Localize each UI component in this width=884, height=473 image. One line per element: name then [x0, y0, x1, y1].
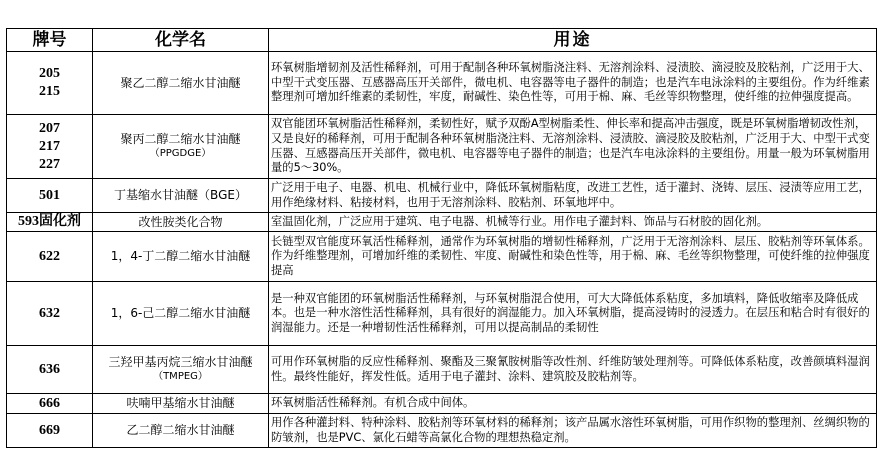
table-row [7, 346, 877, 394]
code-value: 227 [39, 156, 60, 172]
chemical-name: 1，6-己二醇二缩水甘油醚 [110, 306, 251, 320]
code-cell [7, 346, 93, 394]
code-cell [7, 213, 93, 232]
chemical-abbr: （TMPEG） [153, 371, 208, 382]
chemical-name: 三羟甲基丙烷三缩水甘油醚 [108, 355, 253, 369]
name-cell [93, 52, 269, 115]
use-cell: 双官能团环氧树脂活性稀释剂，柔韧性好，赋予双酚A型树脂柔性、伸长率和提高冲击强度，既是环氧树脂增韧改性剂，又是良好的稀释剂，可用于配制各种环氧树脂浇注料、无溶剂涂料、浸渍胶、滴浸胶及胶粘剂，广泛用于大、中型干式变压器、互感器高压开关部件，微电机、电容器等电子器件的制造；也是汽车电泳涂料的主要组份。用量一般为环氧树脂用量的5～30%。 [269, 115, 877, 179]
name-cell [93, 213, 269, 232]
chemical-name: 聚乙二醇二缩水甘油醚 [120, 75, 241, 90]
table-row [7, 232, 877, 282]
code-cell [7, 394, 93, 414]
code-value: 669 [39, 422, 60, 438]
use-cell: 室温固化剂，广泛应用于建筑、电子电器、机械等行业。用作电子灌封料、饰品与石材胶的固化剂。 [269, 213, 877, 232]
code-value: 215 [39, 84, 60, 99]
use-cell: 长链型双官能度环氧活性稀释剂，通常作为环氧树脂的增韧性稀释剂，广泛用于无溶剂涂料、层压、胶粘剂等环氧体系。作为纤维整理剂，可增加纤维的柔韧性、牢度、耐碱性和染色性等，用于棉、麻、毛丝等织物整理，可使纤维的拉伸强度提高 [269, 232, 877, 282]
use-cell: 可用作环氧树脂的反应性稀释剂、聚酯及三聚氰胺树脂等改性剂、纤维防皱处理剂等。可降低体系粘度，改善颜填料湿润性。最终性能好，挥发性低。适用于电子灌封、涂料、建筑胶及胶粘剂等。 [269, 346, 877, 394]
name-cell [93, 346, 269, 394]
header-code: 牌号 [7, 29, 93, 52]
use-cell: 环氧树脂增韧剂及活性稀释剂，可用于配制各种环氧树脂浇注料、无溶剂涂料、浸渍胶、滴浸胶及胶粘剂，广泛用于大、中型干式变压器、互感器高压开关部件，微电机、电容器等电子器件的制造；也是汽车电泳涂料的主要组份。作为纤维素整理剂可增加纤维素的柔韧性，牢度，耐碱性、染色性等，可用于棉、麻、毛丝等织物整理，使纤维的拉伸强度提高。 [269, 52, 877, 115]
code-cell [7, 52, 93, 115]
code-value: 501 [39, 187, 60, 203]
header-name: 化学名 [93, 29, 269, 52]
table-row [7, 414, 877, 448]
code-cell [7, 414, 93, 448]
product-table-wrapper [6, 28, 876, 448]
code-cell [7, 179, 93, 213]
chemical-name: 改性胺类化合物 [138, 214, 223, 229]
code-cell [7, 115, 93, 179]
table-row [7, 179, 877, 213]
table-row [7, 115, 877, 179]
chemical-name: 聚丙二醇二缩水甘油醚 [120, 132, 241, 146]
name-cell [93, 115, 269, 179]
code-value: 636 [39, 361, 60, 377]
code-value: 217 [39, 138, 60, 154]
use-cell: 环氧树脂活性稀释剂。有机合成中间体。 [269, 394, 877, 414]
code-value: 632 [39, 305, 60, 321]
header-row [7, 29, 877, 52]
code-value: 666 [39, 395, 60, 411]
header-use: 用途 [269, 29, 877, 52]
use-cell: 是一种双官能团的环氧树脂活性稀释剂，与环氧树脂混合使用，可大大降低体系粘度，多加填料，降低收缩率及降低成本。也是一种水溶性活性稀释剂，具有很好的润湿能力。加入环氧树脂，提高浸铸时的浸透力。在层压和粘合时有很好的润湿能力。还是一种增韧性活性稀释剂，可用以提高制品的柔韧性 [269, 282, 877, 346]
use-cell: 广泛用于电子、电器、机电、机械行业中，降低环氧树脂粘度，改进工艺性，适于灌封、浇铸、层压、浸渍等应用工艺，用作绝缘材料、粘接材料，也用于无溶剂涂料、胶粘剂、环氧地坪中。 [269, 179, 877, 213]
table-row [7, 213, 877, 232]
code-value: 207 [39, 120, 60, 136]
use-cell: 用作各种灌封料、特种涂料、胶粘剂等环氧材料的稀释剂；该产品属水溶性环氧树脂，可用作织物的整理剂、丝绸织物的防皱剂，也是PVC、氯化石蜡等高氯化合物的理想热稳定剂。 [269, 414, 877, 448]
name-cell [93, 179, 269, 213]
product-table [6, 28, 877, 448]
code-value: 622 [39, 248, 60, 264]
chemical-name: 呋喃甲基缩水甘油醚 [126, 396, 235, 410]
chemical-abbr: （PPGDGE） [149, 148, 212, 159]
name-cell [93, 282, 269, 346]
code-cell [7, 282, 93, 346]
name-cell [93, 232, 269, 282]
table-row [7, 394, 877, 414]
code-value: 593固化剂 [18, 214, 81, 229]
table-body [7, 52, 877, 448]
name-cell [93, 394, 269, 414]
table-row [7, 52, 877, 115]
table-row [7, 282, 877, 346]
chemical-name: 丁基缩水甘油醚（BGE） [114, 188, 247, 202]
code-value: 205 [39, 66, 60, 81]
chemical-name: 乙二醇二缩水甘油醚 [126, 423, 235, 437]
code-cell [7, 232, 93, 282]
name-cell [93, 414, 269, 448]
chemical-name: 1，4-丁二醇二缩水甘油醚 [110, 249, 251, 263]
